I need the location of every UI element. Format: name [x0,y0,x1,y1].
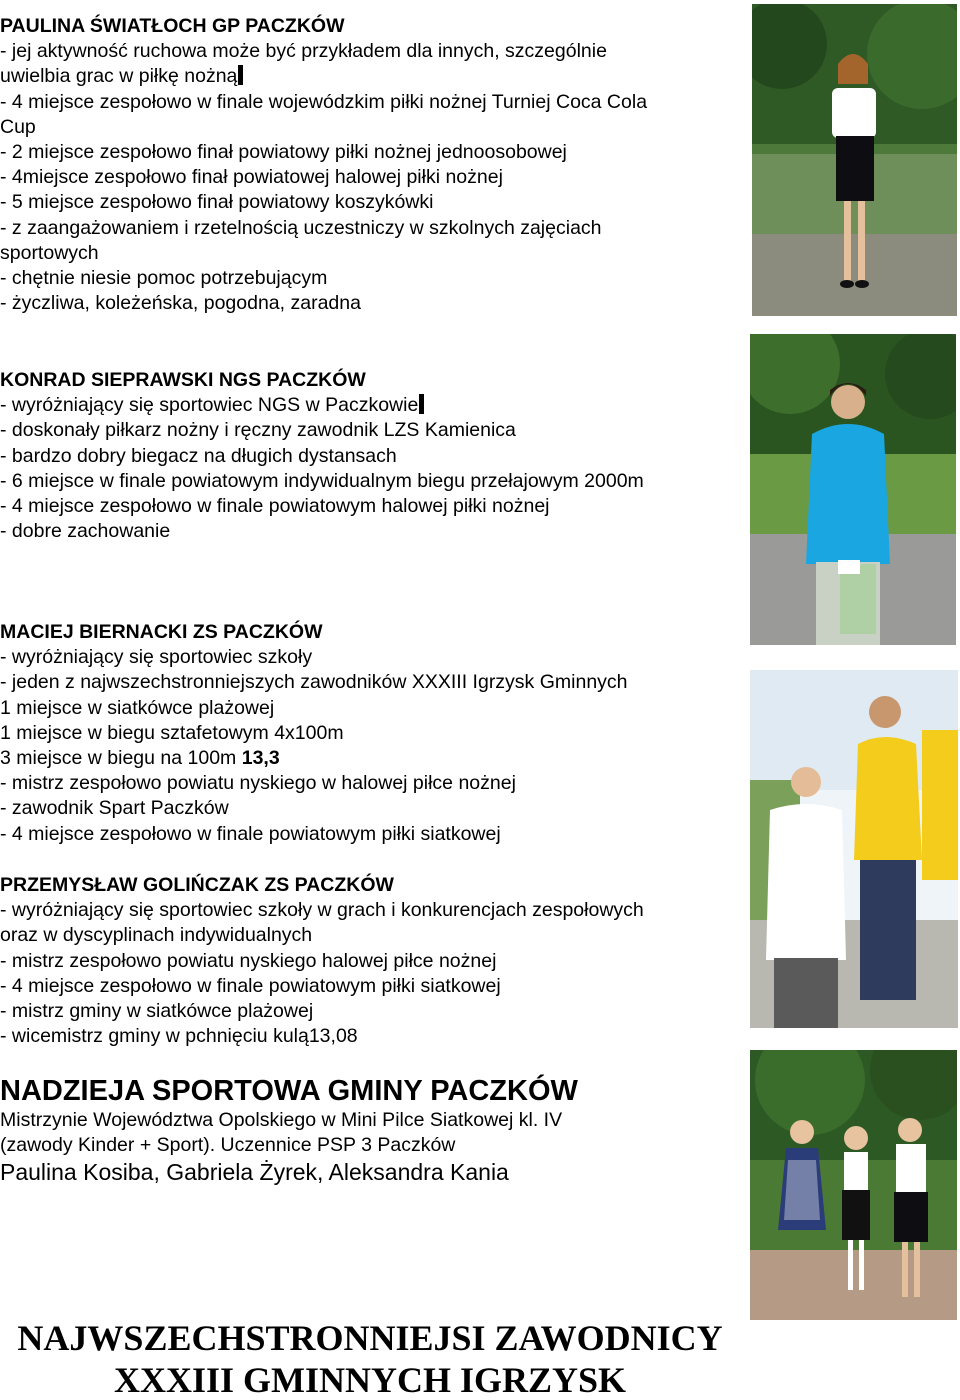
photo-nadzieja-image [750,1050,957,1320]
text-line: - 4 miejsce zespołowo w finale powiatowym piłki siatkowej [0,822,501,845]
text-line: - mistrz gminy w siatkówce plażowej [0,1000,314,1023]
text-line: - 5 miejsce zespołowo finał powiatowy koszykówki [0,191,434,214]
text-line: Cup [0,115,36,138]
text-line: - jeden z najwszechstronniejszych zawodników XXXIII Igrzysk Gminnych [0,671,628,694]
photo-paulina [752,4,957,316]
section-paulina [0,14,647,316]
footer-title-line1: NAJWSZECHSTRONNIEJSI ZAWODNICY [17,1318,723,1358]
text-line: - 4 miejsce zespołowo w finale wojewódzkim piłki nożnej Turniej Coca Cola [0,90,648,113]
text-line: - 2 miejsce zespołowo finał powiatowy piłki nożnej jednoosobowej [0,141,567,164]
photo-maciej-przemyslaw [750,670,958,1028]
text-line: (zawody Kinder + Sport). Uczennice PSP 3 Paczków [0,1134,456,1157]
section-heading: NADZIEJA SPORTOWA GMINY PACZKÓW [0,1075,578,1107]
section-heading: KONRAD SIEPRAWSKI NGS PACZKÓW [0,369,366,391]
photo-paulina-image [752,4,957,316]
text-line: - życzliwa, koleżeńska, pogodna, zaradna [0,292,361,315]
text-line: - 4 miejsce zespołowo w finale powiatowym halowej piłki nożnej [0,495,550,518]
section-konrad [0,368,644,544]
photo-maciej-przemyslaw-image [750,670,958,1028]
text-line: - wyróżniający się sportowiec szkoły [0,646,313,669]
text-line: 1 miejsce w biegu sztafetowym 4x100m [0,721,344,744]
text-line: - mistrz zespołowo powiatu nyskiego halowej piłce nożnej [0,949,497,972]
text-line: 3 miejsce w biegu na 100m 13,3 [0,747,280,770]
text-line: - jej aktywność ruchowa może być przykładem dla innych, szczególnie [0,40,607,63]
section-heading: PRZEMYSŁAW GOLIŃCZAK ZS PACZKÓW [0,874,394,896]
run-time: 13,3 [241,747,280,770]
cursor-mark [238,65,243,85]
team-names: Paulina Kosiba, Gabriela Żyrek, Aleksandra Kania [0,1159,509,1186]
text-line: 1 miejsce w siatkówce plażowej [0,696,275,719]
text-line: - 6 miejsce w finale powiatowym indywidualnym biegu przełajowym 2000m [0,469,644,492]
section-maciej [0,620,628,847]
section-heading: MACIEJ BIERNACKI ZS PACZKÓW [0,621,323,643]
text-line: - 4 miejsce zespołowo w finale powiatowym piłki siatkowej [0,974,501,997]
text-line: uwielbia grac w piłkę nożną [0,64,647,89]
section-heading: PAULINA ŚWIATŁOCH GP PACZKÓW [0,15,345,37]
section-przemyslaw [0,873,644,1049]
photo-nadzieja [750,1050,957,1320]
text-line: - bardzo dobry biegacz na długich dystansach [0,444,397,467]
text-line: - wyróżniający się sportowiec NGS w Paczkowie [0,393,644,418]
text-line: - wyróżniający się sportowiec szkoły w grach i konkurencjach zespołowych [0,899,644,922]
text-line: - wicemistrz gminy w pchnięciu kulą13,08 [0,1025,358,1048]
photo-konrad [750,334,956,645]
text-line: - 4miejsce zespołowo finał powiatowej halowej piłki nożnej [0,166,503,189]
text-line: - zawodnik Spart Paczków [0,797,229,820]
text-line: - chętnie niesie pomoc potrzebującym [0,267,328,290]
text-line: - dobre zachowanie [0,520,171,543]
text-line: - z zaangażowaniem i rzetelnością uczestniczy w szkolnych zajęciach [0,216,602,239]
photo-konrad-image [750,334,956,645]
section-nadzieja [0,1074,578,1186]
text-line: Mistrzynie Województwa Opolskiego w Mini Pilce Siatkowej kl. IV [0,1109,563,1131]
text-line: - mistrz zespołowo powiatu nyskiego w halowej piłce nożnej [0,772,516,795]
footer-title-line2: XXXIII GMINNYCH IGRZYSK [113,1360,627,1400]
cursor-mark [419,394,424,414]
text-line: oraz w dyscyplinach indywidualnych [0,924,313,947]
text-line: sportowych [0,241,99,264]
text-line: - doskonały piłkarz nożny i ręczny zawodnik LZS Kamienica [0,419,516,442]
